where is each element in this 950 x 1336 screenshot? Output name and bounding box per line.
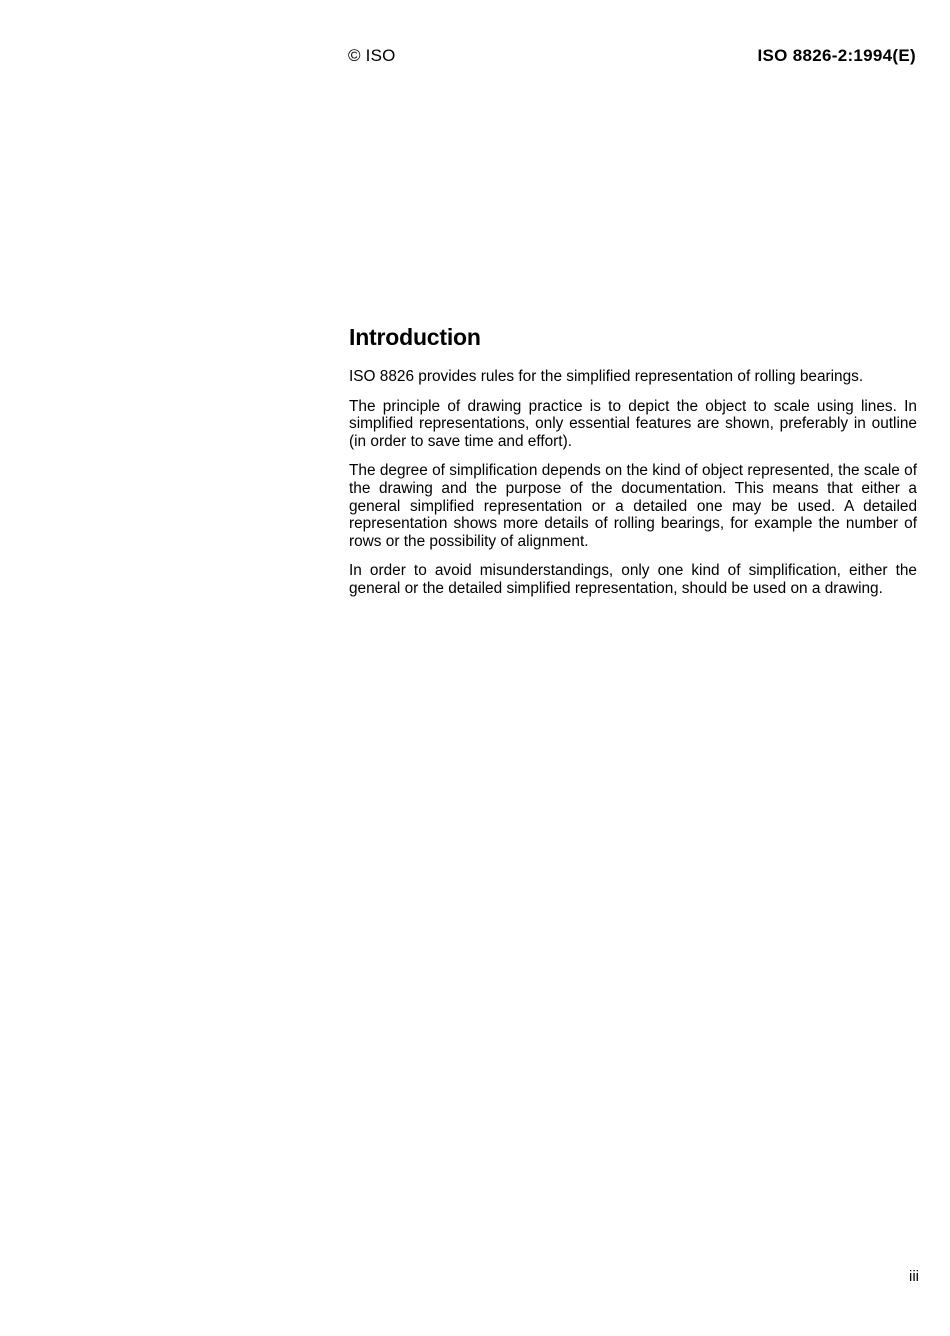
introduction-section [349,322,917,610]
paragraph-3: The degree of simplification depends on the kind of object represented, the scale of the drawing and the purpose of the documentation. This means that either a general simplified representation or a detailed one may be used. A detailed representation shows more details of rolling bearings, for example the number of rows or the possibility of alignment. [349,462,917,550]
copyright-notice: © ISO [348,46,396,65]
page-number: iii [909,1268,919,1285]
paragraph-1: ISO 8826 provides rules for the simplified representation of rolling bearings. [349,368,864,385]
standard-identifier: ISO 8826-2:1994(E) [757,46,916,65]
section-title: Introduction [349,324,481,350]
paragraph-4: In order to avoid misunderstandings, only one kind of simplification, either the general or the detailed simplified representation, should be used on a drawing. [349,562,917,597]
paragraph-2: The principle of drawing practice is to depict the object to scale using lines. In simplified representations, only essential features are shown, preferably in outline (in order to save time and effort). [349,397,917,450]
